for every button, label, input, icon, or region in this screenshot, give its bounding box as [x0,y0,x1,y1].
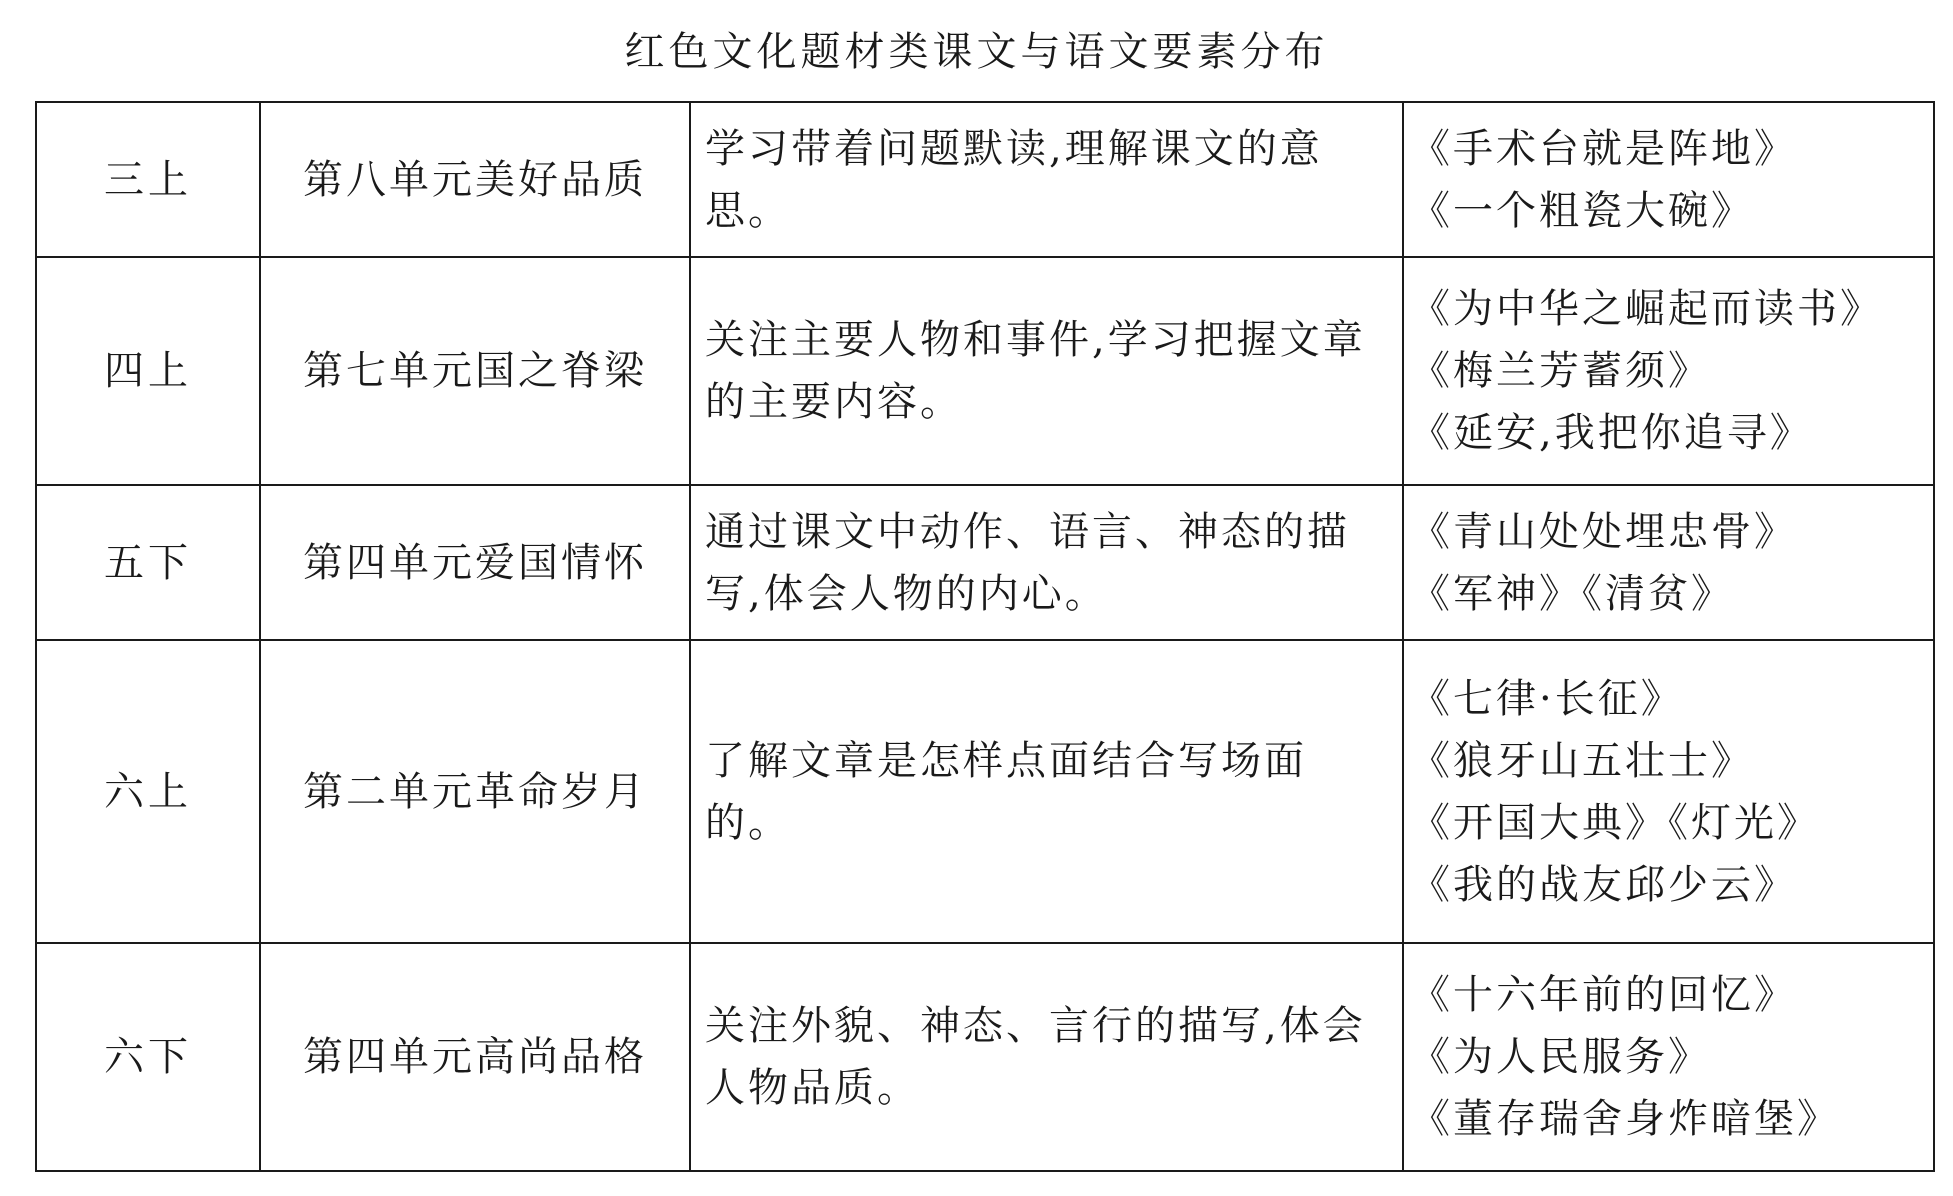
lesson-title: 《梅兰芳蓄须》 [1410,348,1711,394]
grade-cell: 四上 [36,257,260,485]
lesson-title: 《我的战友邱少云》 [1410,861,1797,908]
lesson-title: 《为人民服务》 [1410,1034,1711,1080]
grade-cell: 三上 [36,102,260,257]
lessons-cell [1403,485,1934,640]
lessons-cell [1403,102,1934,257]
lesson-title: 《七律·长征》 [1410,675,1684,722]
lessons-cell [1403,257,1934,485]
grade-cell: 六下 [36,943,260,1171]
language-element-cell: 学习带着问题默读,理解课文的意思。 [690,102,1403,257]
language-element-cell: 关注主要人物和事件,学习把握文章的主要内容。 [690,257,1403,485]
table-title: 红色文化题材类课文与语文要素分布 [624,29,1329,75]
table-row [36,485,1934,640]
unit-cell: 第四单元爱国情怀 [260,485,690,640]
table-row [36,257,1934,485]
table-row [36,943,1934,1171]
lesson-title: 《十六年前的回忆》 [1410,972,1797,1018]
table-row [36,640,1934,943]
lesson-title: 《狼牙山五壮士》 [1410,737,1754,784]
unit-cell: 第二单元革命岁月 [260,640,690,943]
unit-cell: 第七单元国之脊梁 [260,257,690,485]
grade-cell: 五下 [36,485,260,640]
lesson-title: 《董存瑞舍身炸暗堡》 [1410,1096,1840,1142]
lesson-title: 《开国大典》《灯光》 [1410,799,1820,846]
lessons-cell [1403,640,1934,943]
lesson-title: 《为中华之崛起而读书》 [1410,286,1883,332]
table-row [36,102,1934,257]
unit-cell: 第四单元高尚品格 [260,943,690,1171]
lesson-title: 《青山处处埋忠骨》 [1410,508,1797,555]
grade-cell: 六上 [36,640,260,943]
language-element-cell: 通过课文中动作、语言、神态的描写,体会人物的内心。 [690,485,1403,640]
lesson-title: 《军神》《清贫》 [1410,570,1734,617]
lessons-cell [1403,943,1934,1171]
lesson-title: 《一个粗瓷大碗》 [1410,187,1754,234]
language-element-cell: 了解文章是怎样点面结合写场面的。 [690,640,1403,943]
language-element-cell: 关注外貌、神态、言行的描写,体会人物品质。 [690,943,1403,1171]
lesson-title: 《手术台就是阵地》 [1410,125,1797,172]
distribution-table [35,101,1935,1172]
lesson-title: 《延安,我把你追寻》 [1410,410,1813,456]
unit-cell: 第八单元美好品质 [260,102,690,257]
